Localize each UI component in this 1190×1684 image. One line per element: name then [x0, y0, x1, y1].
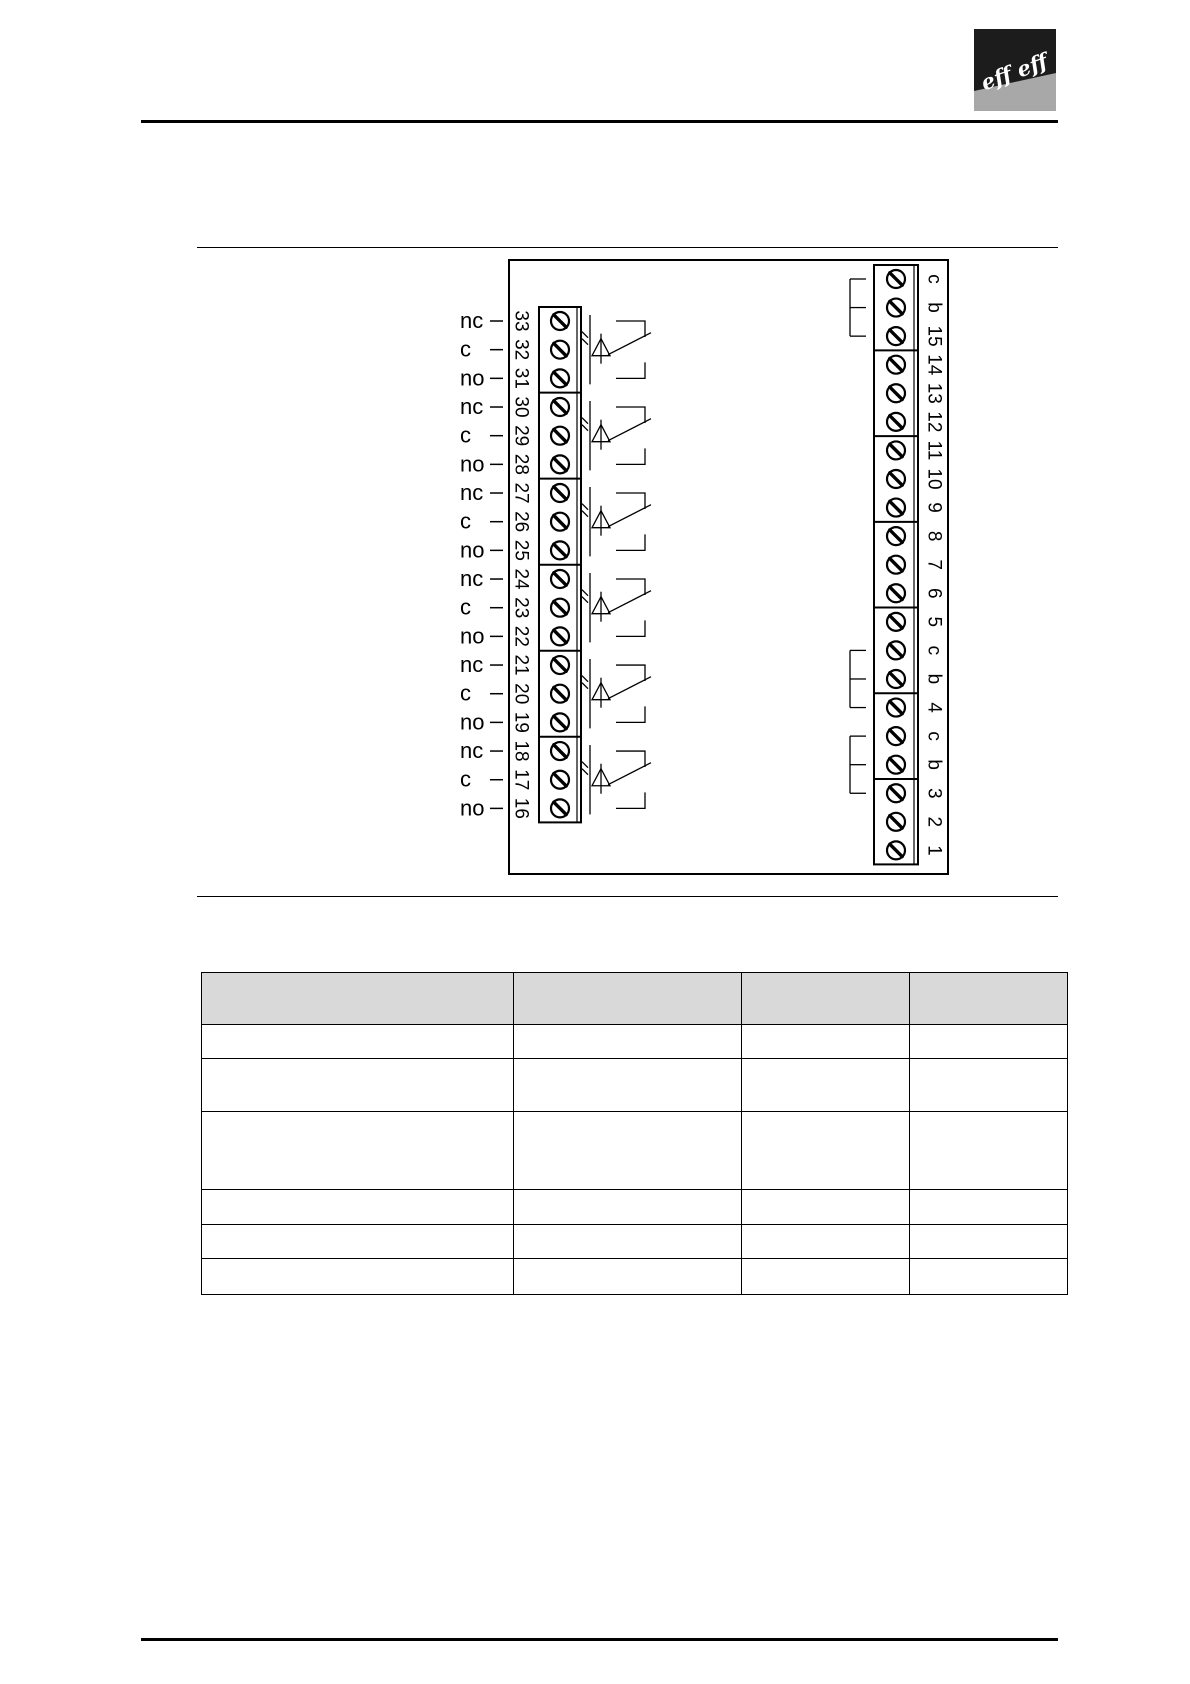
table-cell: [514, 1112, 742, 1190]
terminal-number: 6: [923, 587, 945, 599]
table-cell: [202, 1025, 514, 1059]
footer-rule: [141, 1638, 1058, 1641]
table-row: [202, 1025, 1068, 1059]
terminal-function-label: c: [460, 336, 471, 362]
terminal-number: b: [923, 759, 945, 770]
terminal-number: 32: [510, 339, 532, 361]
relay-no-contact: [616, 448, 645, 464]
terminal-function-label: nc: [460, 308, 484, 333]
terminal-number: 22: [510, 625, 532, 647]
terminal-function-label: c: [460, 766, 471, 792]
terminal-number: 2: [923, 816, 945, 828]
table-header-cell: [514, 973, 742, 1025]
wiring-diagram: [440, 250, 960, 885]
table-row: [202, 1059, 1068, 1112]
led-light-arrow-icon: [582, 425, 588, 431]
table-row: [202, 1112, 1068, 1190]
terminal-number: 10: [923, 468, 945, 490]
table-cell: [910, 1025, 1068, 1059]
terminal-number: 28: [510, 453, 532, 475]
terminal-number: 3: [923, 787, 945, 799]
terminal-number: 17: [510, 769, 532, 791]
terminal-number: 9: [923, 502, 945, 513]
terminal-number: 8: [923, 530, 945, 542]
diagram-top-divider: [197, 247, 1058, 248]
table-cell: [742, 1112, 910, 1190]
specification-table: [201, 972, 1068, 1295]
relay-no-contact: [616, 362, 645, 378]
led-light-arrow-icon: [582, 683, 588, 689]
terminal-number: 11: [923, 440, 945, 461]
terminal-number: 20: [510, 683, 532, 705]
table-cell: [514, 1225, 742, 1259]
terminal-number: 4: [923, 702, 945, 713]
table-cell: [910, 1059, 1068, 1112]
led-light-arrow-icon: [582, 339, 588, 345]
header-rule: [141, 120, 1058, 123]
led-light-arrow-icon: [582, 332, 588, 338]
relay-no-contact: [616, 620, 645, 636]
table-cell: [910, 1225, 1068, 1259]
table-cell: [742, 1059, 910, 1112]
terminal-number: b: [923, 673, 945, 685]
table-cell: [910, 1190, 1068, 1225]
table-cell: [514, 1259, 742, 1295]
table-header-row: [202, 973, 1068, 1025]
terminal-number: 16: [510, 797, 532, 819]
table-cell: [910, 1112, 1068, 1190]
terminal-number: c: [923, 645, 945, 656]
terminal-number: 14: [923, 354, 945, 376]
terminal-number: 23: [510, 597, 532, 619]
terminal-number: 18: [510, 740, 532, 762]
table-cell: [742, 1259, 910, 1295]
terminal-function-label: nc: [460, 480, 484, 506]
terminal-function-label: c: [460, 422, 471, 448]
terminal-number: 25: [510, 539, 532, 561]
terminal-number: 13: [923, 382, 945, 404]
diagram-bottom-divider: [197, 896, 1058, 897]
table-cell: [202, 1059, 514, 1112]
led-light-arrow-icon: [582, 511, 588, 517]
table-cell: [514, 1025, 742, 1059]
terminal-number: c: [923, 731, 945, 741]
terminal-number: 7: [923, 559, 945, 570]
terminal-function-label: nc: [460, 652, 484, 678]
terminal-number: 33: [510, 310, 532, 332]
terminal-number: 19: [510, 711, 532, 733]
terminal-number: 1: [923, 845, 945, 856]
led-light-arrow-icon: [582, 597, 588, 603]
led-light-arrow-icon: [582, 676, 588, 682]
terminal-number: 5: [923, 616, 945, 628]
led-light-arrow-icon: [582, 418, 588, 424]
terminal-function-label: c: [460, 508, 471, 534]
terminal-function-label: no: [460, 623, 485, 649]
logo-wordmark: eff eff: [977, 48, 1051, 96]
terminal-number: 12: [923, 411, 945, 433]
terminal-function-label: nc: [460, 394, 484, 420]
terminal-number: 21: [510, 654, 532, 676]
table-cell: [742, 1025, 910, 1059]
table-header-cell: [910, 973, 1068, 1025]
relay-no-contact: [616, 706, 645, 722]
terminal-function-label: no: [460, 709, 485, 735]
table-cell: [742, 1225, 910, 1259]
table-cell: [202, 1225, 514, 1259]
table-row: [202, 1259, 1068, 1295]
table-row: [202, 1225, 1068, 1259]
terminal-function-label: no: [460, 365, 485, 391]
terminal-function-label: nc: [460, 566, 484, 592]
terminal-number: 30: [510, 396, 532, 418]
table-cell: [202, 1259, 514, 1295]
led-light-arrow-icon: [582, 504, 588, 510]
terminal-number: 31: [510, 367, 532, 389]
table-header-cell: [202, 973, 514, 1025]
terminal-number: 29: [510, 425, 532, 447]
led-light-arrow-icon: [582, 590, 588, 596]
terminal-number: 24: [510, 568, 532, 590]
led-light-arrow-icon: [582, 762, 588, 768]
table-row: [202, 1190, 1068, 1225]
table-cell: [514, 1059, 742, 1112]
relay-no-contact: [616, 792, 645, 808]
table-cell: [202, 1190, 514, 1225]
terminal-function-label: c: [460, 680, 471, 706]
relay-nc-contact: [616, 665, 645, 681]
terminal-number: b: [923, 302, 945, 313]
relay-nc-contact: [616, 321, 645, 337]
terminal-number: 26: [510, 511, 532, 533]
relay-nc-contact: [616, 751, 645, 767]
table-cell: [742, 1190, 910, 1225]
terminal-function-label: no: [460, 795, 485, 821]
table-cell: [202, 1112, 514, 1190]
relay-nc-contact: [616, 579, 645, 595]
terminal-function-label: no: [460, 451, 485, 477]
relay-nc-contact: [616, 407, 645, 423]
terminal-function-label: nc: [460, 738, 484, 764]
terminal-number: 15: [923, 325, 945, 347]
company-logo: [974, 29, 1056, 111]
terminal-function-label: no: [460, 537, 485, 563]
relay-no-contact: [616, 534, 645, 550]
terminal-number: 27: [510, 482, 532, 504]
table-cell: [514, 1190, 742, 1225]
led-light-arrow-icon: [582, 769, 588, 775]
table-header-cell: [742, 973, 910, 1025]
terminal-number: c: [923, 274, 945, 284]
terminal-function-label: c: [460, 594, 471, 620]
relay-nc-contact: [616, 493, 645, 509]
table-cell: [910, 1259, 1068, 1295]
